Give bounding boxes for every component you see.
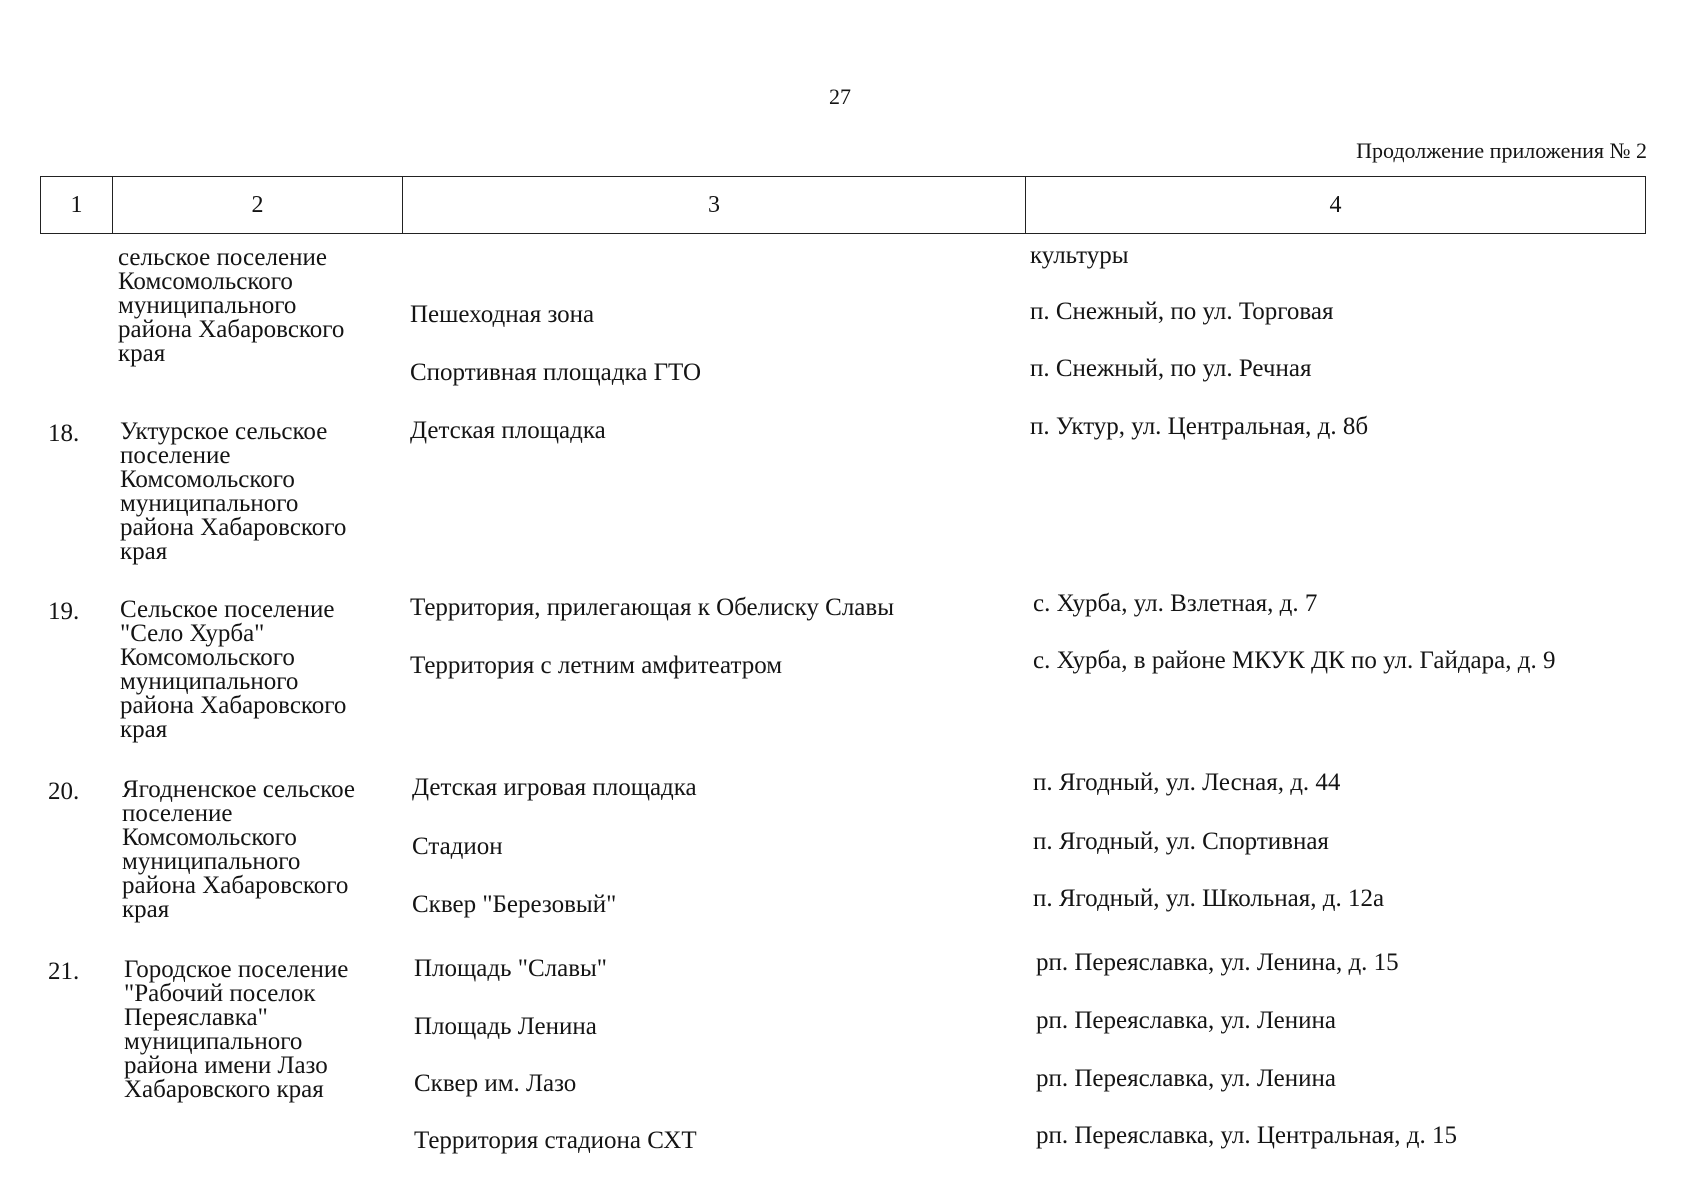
- object-cell: Сквер им. Лазо: [414, 1070, 577, 1097]
- object-cell: Детская игровая площадка: [412, 774, 697, 801]
- address-cell: рп. Переяславка, ул. Ленина, д. 15: [1036, 949, 1399, 976]
- appendix-continuation-label: Продолжение приложения № 2: [1356, 138, 1647, 163]
- object-cell: Территория с летним амфитеатром: [410, 652, 783, 679]
- address-cell: п. Снежный, по ул. Речная: [1030, 355, 1312, 382]
- address-cell: рп. Переяславка, ул. Ленина: [1036, 1007, 1336, 1034]
- object-cell: Пешеходная зона: [410, 301, 595, 328]
- object-cell: Сквер "Березовый": [412, 891, 617, 918]
- object-cell: Территория, прилегающая к Обелиску Славы: [410, 594, 894, 621]
- address-cell: культуры: [1030, 242, 1129, 269]
- row-number: 19.: [48, 598, 80, 625]
- settlement-name: сельское поселение Комсомольского муниципального района Хабаровского края: [118, 244, 345, 367]
- object-cell: Территория стадиона СХТ: [414, 1127, 697, 1154]
- address-cell: рп. Переяславка, ул. Ленина: [1036, 1065, 1336, 1092]
- row-number: 18.: [48, 420, 80, 447]
- settlement-name: Уктурское сельское поселение Комсомольского муниципального района Хабаровского края: [120, 418, 347, 565]
- object-cell: Стадион: [412, 833, 503, 860]
- row-number: 20.: [48, 778, 80, 805]
- header-col-1: 1: [41, 177, 113, 233]
- address-cell: п. Уктур, ул. Центральная, д. 8б: [1030, 413, 1369, 440]
- object-cell: Площадь Ленина: [414, 1013, 597, 1040]
- address-cell: п. Ягодный, ул. Спортивная: [1033, 828, 1329, 855]
- row-number: 21.: [48, 958, 80, 985]
- settlement-name: Городское поселение "Рабочий поселок Переяславка" муниципального района имени Лазо Хабаровского края: [124, 956, 349, 1103]
- address-cell: с. Хурба, ул. Взлетная, д. 7: [1033, 590, 1318, 617]
- header-col-4: 4: [1329, 191, 1342, 218]
- page-number: 27: [829, 84, 851, 109]
- address-cell: п. Ягодный, ул. Лесная, д. 44: [1033, 769, 1341, 796]
- object-cell: Детская площадка: [410, 417, 606, 444]
- address-cell: п. Снежный, по ул. Торговая: [1030, 298, 1334, 325]
- header-col-3: 3: [403, 177, 1026, 233]
- object-cell: Спортивная площадка ГТО: [410, 359, 702, 386]
- settlement-name: Сельское поселение "Село Хурба" Комсомольского муниципального района Хабаровского края: [120, 596, 347, 743]
- address-cell: с. Хурба, в районе МКУК ДК по ул. Гайдара, д. 9: [1033, 647, 1556, 674]
- header-col-2: 2: [113, 177, 403, 233]
- settlement-name: Ягодненское сельское поселение Комсомольского муниципального района Хабаровского края: [122, 776, 356, 923]
- object-cell: Площадь "Славы": [414, 955, 608, 982]
- address-cell: п. Ягодный, ул. Школьная, д. 12а: [1033, 885, 1385, 912]
- address-cell: рп. Переяславка, ул. Центральная, д. 15: [1036, 1122, 1457, 1149]
